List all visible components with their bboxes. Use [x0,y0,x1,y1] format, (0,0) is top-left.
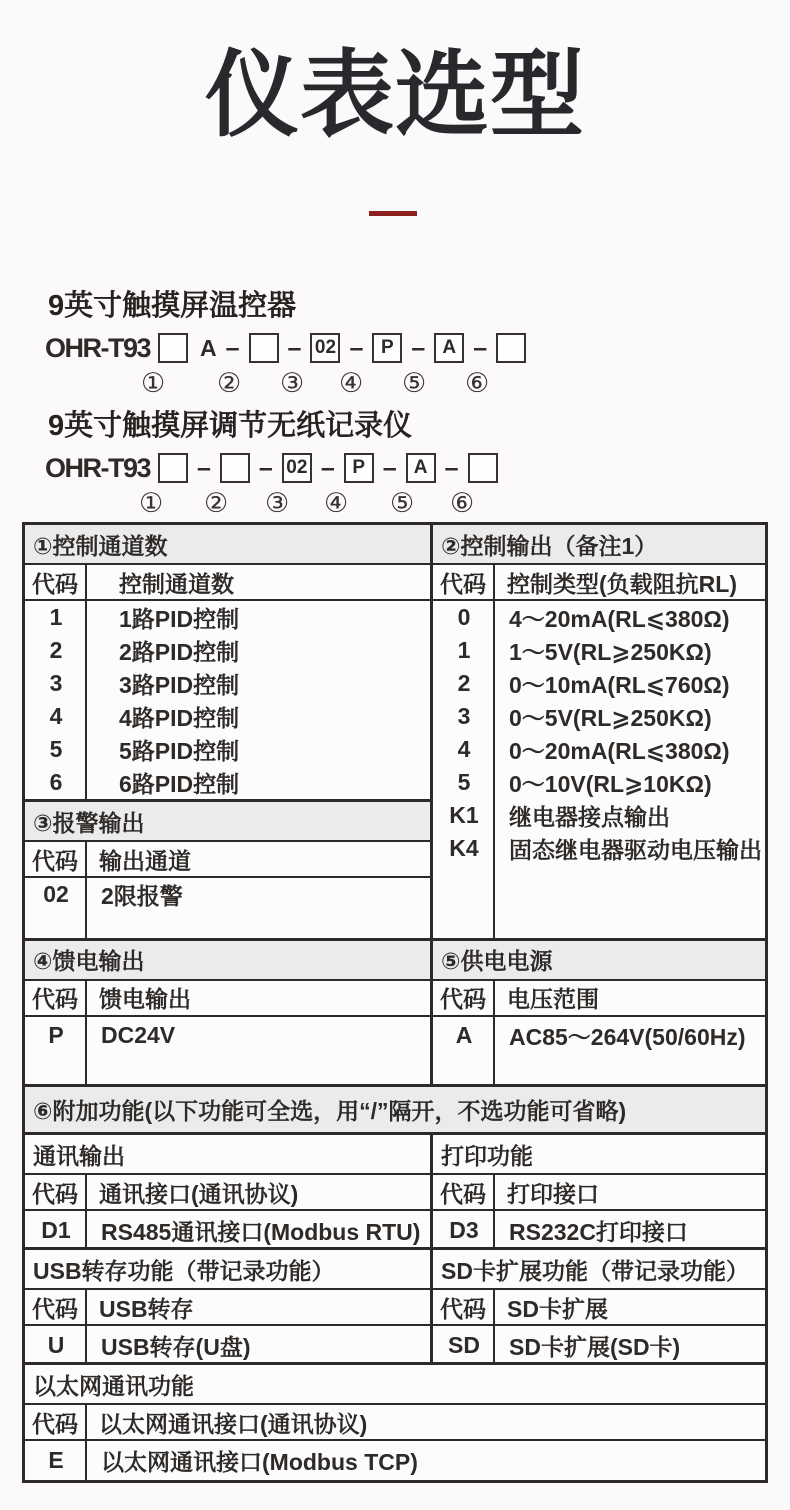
section-title: ④馈电输出 [25,941,430,981]
code-cell: U [47,1332,65,1358]
marker-6: ⑥ [450,488,475,518]
marker-1: ① [139,488,164,518]
marker-5: ⑤ [390,488,415,518]
section-sd-card-expansion [433,1250,765,1362]
rows [433,601,765,938]
table-row [433,733,765,766]
code-box-4: P [344,453,374,483]
rows [25,1017,430,1084]
rows [433,1017,765,1084]
marker-3: ③ [265,488,290,518]
dash: – [197,453,211,482]
code-cell: 02 [43,881,69,907]
column-header [433,1290,765,1326]
dash: – [225,333,240,362]
desc-cell: SD卡扩展(SD卡) [509,1334,681,1360]
code-cell: K4 [449,835,479,861]
table-row [25,766,430,799]
code-cell: P [48,1021,64,1048]
table-row [25,1211,430,1250]
table-row [25,1441,765,1480]
desc-cell: 5路PID控制 [119,738,240,764]
marker-1: ① [141,368,166,398]
model-heading: 9英寸触摸屏温控器 [48,290,297,322]
code-box-4: P [372,333,402,363]
table-row [433,700,765,733]
column-header [25,842,430,878]
code-box-6 [468,453,498,483]
code-box-2 [249,333,279,363]
desc-cell: 继电器接点输出 [509,804,670,830]
col-code: 代码 [25,1290,87,1324]
marker-2: ② [217,368,242,398]
col-code: 代码 [25,565,87,599]
table-row [433,832,765,865]
code-cell: 2 [457,670,471,696]
col-code: 代码 [433,565,495,599]
desc-cell: 2路PID控制 [119,639,240,665]
table-row [25,733,430,766]
table-row [25,700,430,733]
section-title: ②控制输出（备注1） [433,525,765,565]
section-title: 打印功能 [433,1135,765,1175]
desc-cell: 0～5V(RL⩾250KΩ) [509,705,712,731]
col-code: 代码 [25,842,87,876]
band-d [25,1135,765,1250]
code-box-1 [158,333,188,363]
desc-cell: 6路PID控制 [119,771,240,797]
band-b-left [25,941,433,1084]
section-alarm-output [25,799,430,938]
desc-cell: 固态继电器驱动电压输出 [509,837,762,863]
code-box-5: A [434,333,464,363]
model-code-line [45,451,790,485]
model-prefix: OHR-T93 [45,332,151,363]
band-b [25,941,765,1087]
dash: – [382,453,397,482]
desc-cell: 0～10V(RL⩾10KΩ) [509,771,712,797]
desc-cell: RS485通讯接口(Modbus RTU) [101,1219,421,1245]
section-title: ③报警输出 [25,799,430,842]
desc-cell: 0～10mA(RL⩽760Ω) [509,672,730,698]
col-desc: 控制类型(负载阻抗RL) [507,570,737,597]
desc-cell: AC85～264V(50/60Hz) [509,1023,746,1050]
col-code: 代码 [25,1405,87,1439]
marker-3: ③ [280,368,305,398]
selection-table [22,522,768,1483]
col-desc: USB转存 [99,1295,194,1322]
section-communication-output [25,1135,430,1247]
col-desc: 输出通道 [99,847,191,874]
marker-5: ⑤ [402,368,427,398]
table-row [433,667,765,700]
table-row [433,601,765,634]
rows [433,1326,765,1362]
col-desc: 以太网通讯接口(通讯协议) [99,1410,368,1437]
desc-cell: 4路PID控制 [119,705,240,731]
code-cell: 3 [49,670,63,696]
section-usb-transfer [25,1250,430,1362]
section-ethernet-communication [25,1365,765,1480]
desc-cell: 2限报警 [101,883,183,909]
code-box-5: A [406,453,436,483]
page-title: 仪表选型 [204,42,585,147]
table-row [25,1326,430,1365]
fixed-code-a: A [200,334,217,361]
position-markers [0,368,790,398]
section-control-output [433,525,765,938]
code-cell: D1 [41,1217,71,1243]
marker-2: ② [204,488,229,518]
section-title: 以太网通讯功能 [25,1365,765,1405]
desc-cell: 以太网通讯接口(Modbus TCP) [101,1449,418,1475]
dash: – [444,453,459,482]
col-code: 代码 [433,1290,495,1324]
code-cell: 1 [457,637,471,663]
section-title: USB转存功能（带记录功能） [25,1250,430,1290]
code-cell: 5 [457,769,471,795]
section-power-supply [433,941,765,1084]
desc-cell: 0～20mA(RL⩽380Ω) [509,738,730,764]
desc-cell: 3路PID控制 [119,672,240,698]
code-cell: 3 [457,703,471,729]
code-cell: 5 [49,736,63,762]
marker-4: ④ [324,488,349,518]
code-box-3: 02 [282,453,312,483]
code-cell: SD [448,1332,480,1358]
code-box-6 [496,333,526,363]
code-cell: D3 [449,1217,479,1243]
column-header [25,981,430,1017]
band-e-right [433,1250,765,1362]
code-cell: 0 [457,604,471,630]
section-print-function [433,1135,765,1247]
table-row [433,799,765,832]
section-title: SD卡扩展功能（带记录功能） [433,1250,765,1290]
dash: – [473,333,488,362]
marker-6: ⑥ [465,368,490,398]
section-title: 通讯输出 [25,1135,430,1175]
column-header [433,565,765,601]
band-d-right [433,1135,765,1247]
desc-cell: USB转存(U盘) [101,1334,251,1360]
band-a-right [433,525,765,938]
band-a [25,525,765,941]
code-box-2 [220,453,250,483]
col-code: 代码 [25,1175,87,1209]
marker-4: ④ [339,368,364,398]
model-heading: 9英寸触摸屏调节无纸记录仪 [48,410,413,442]
rows [433,1211,765,1247]
model-diagram-temperature-controller [0,283,790,398]
col-code: 代码 [433,1175,495,1209]
section-title: ①控制通道数 [25,525,430,565]
table-row [433,1017,765,1054]
desc-cell: 4～20mA(RL⩽380Ω) [509,606,730,632]
column-header [433,981,765,1017]
band-d-left [25,1135,433,1247]
rows [25,1211,430,1247]
dash: – [258,453,273,482]
band-e [25,1250,765,1365]
column-header [25,565,430,601]
model-prefix: OHR-T93 [45,452,151,483]
section-feed-power-output [25,941,430,1084]
dash: – [287,333,302,362]
col-code: 代码 [25,981,87,1015]
code-cell: 4 [49,703,63,729]
section-title: ⑤供电电源 [433,941,765,981]
column-header [433,1175,765,1211]
table-row [25,878,430,911]
desc-cell: 1路PID控制 [119,606,240,632]
code-cell: K1 [449,802,479,828]
code-cell: A [455,1021,473,1048]
section-control-channel-count [25,525,430,799]
band-e-left [25,1250,433,1362]
rows [25,878,430,938]
desc-cell: 1～5V(RL⩾250KΩ) [509,639,712,665]
code-cell: 4 [457,736,471,762]
rows [25,601,430,799]
col-desc: 通讯接口(通讯协议) [99,1180,299,1207]
position-markers [0,488,790,518]
title-accent-divider [369,211,417,216]
rows [25,1326,430,1362]
band-a-left [25,525,433,938]
code-box-1 [158,453,188,483]
code-cell: 6 [49,769,63,795]
column-header [25,1405,765,1441]
col-code: 代码 [433,981,495,1015]
code-cell: 2 [49,637,63,663]
desc-cell: RS232C打印接口 [509,1219,688,1245]
section-additional-functions-header [25,1087,765,1135]
col-desc: 电压范围 [507,986,599,1013]
column-header [25,1175,430,1211]
col-desc: 控制通道数 [119,570,234,597]
col-desc: SD卡扩展 [507,1295,608,1322]
section-title: ⑥附加功能(以下功能可全选，用“/”隔开，不选功能可省略) [25,1087,765,1132]
table-row [433,1326,765,1365]
table-row [433,634,765,667]
dash: – [320,453,335,482]
table-row [25,601,430,634]
code-box-3: 02 [310,333,340,363]
column-header [25,1290,430,1326]
table-row [25,667,430,700]
table-row [433,1211,765,1250]
model-code-line [45,331,790,365]
model-diagram-paperless-recorder [0,403,790,518]
desc-cell: DC24V [101,1021,176,1048]
table-row [433,766,765,799]
band-b-right [433,941,765,1084]
table-row [25,1017,430,1054]
code-cell: 1 [49,604,63,630]
col-desc: 馈电输出 [99,986,191,1013]
col-desc: 打印接口 [507,1180,599,1207]
rows [25,1441,765,1480]
code-cell: E [48,1447,64,1473]
table-row [25,634,430,667]
dash: – [411,333,426,362]
dash: – [349,333,364,362]
